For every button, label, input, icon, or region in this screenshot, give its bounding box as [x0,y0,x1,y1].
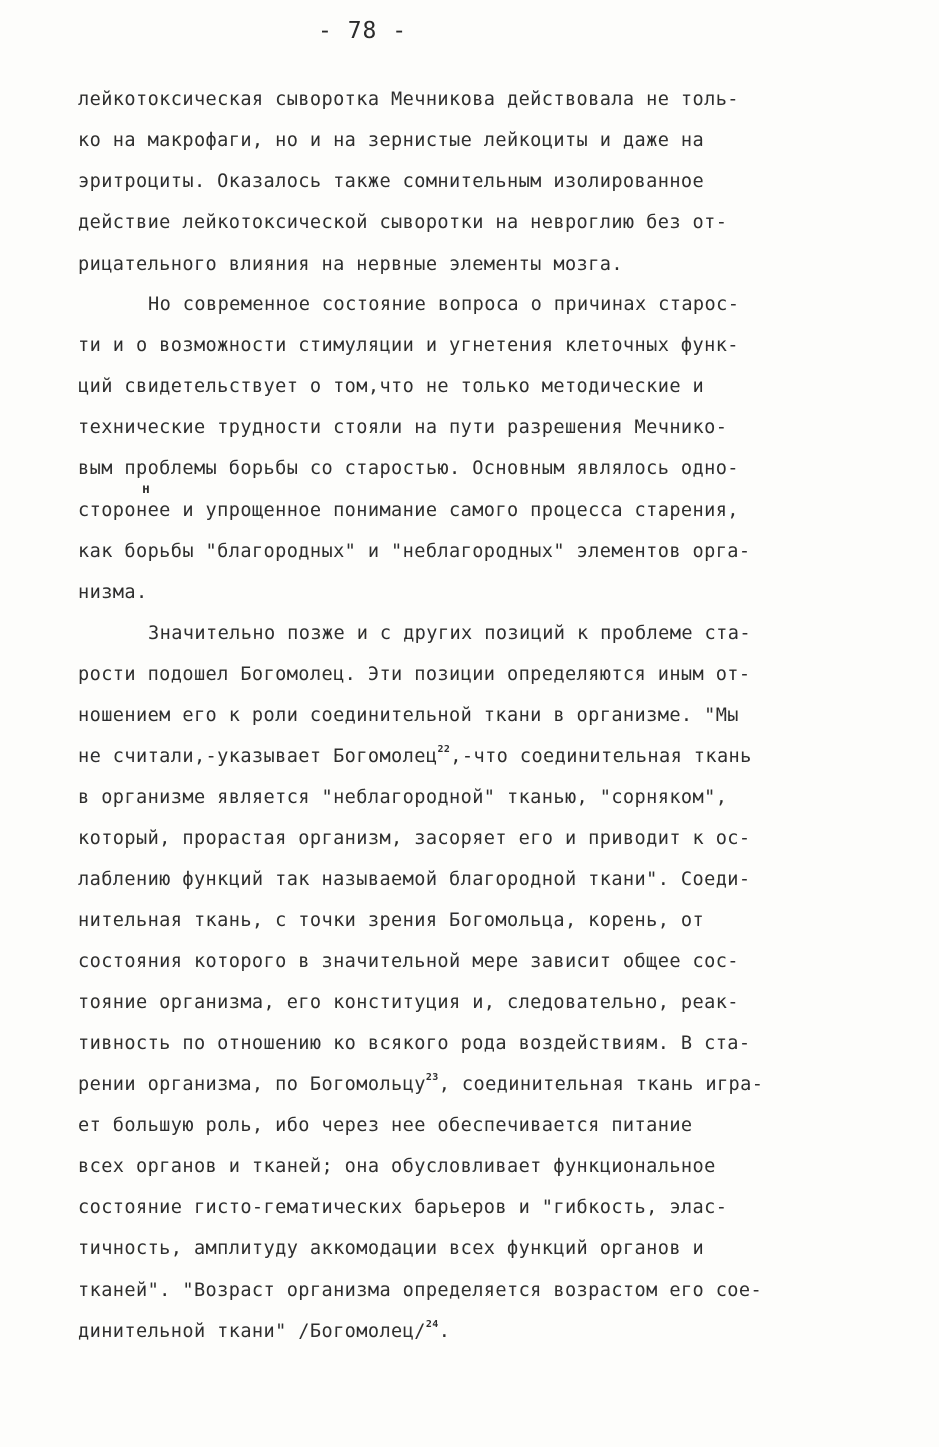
text-line [78,1320,450,1347]
text-line [78,745,752,772]
text-segment: динительной ткани" /Богомолец/ [78,1321,426,1342]
text-segment: . [438,1321,451,1342]
text-line: лаблению функций так называемой благородной ткани". Соеди- [78,869,751,890]
footnote-marker: 23 [425,1072,439,1083]
text-line: сторонее и упрощенное понимание самого процесса старения, [78,500,739,521]
text-segment: рении организма, по Богомольцу [78,1074,426,1095]
text-line: который, прорастая организм, засоряет его и приводит к ос- [78,828,751,849]
text-line: нительная ткань, с точки зрения Богомольца, корень, от [78,910,705,931]
paragraph-start-line: Но современное состояние вопроса о причинах старос- [148,294,740,315]
handwritten-correction: н [142,482,150,497]
text-line: ко на макрофаги, но и на зернистые лейкоциты и даже на [78,130,705,151]
text-line: технические трудности стояли на пути разрешения Мечнико- [78,417,728,438]
text-line: как борьбы "благородных" и "неблагородных" элементов орга- [78,541,751,562]
text-line: ций свидетельствует о том,что не только методические и [78,376,705,397]
text-line: лейкотоксическая сыворотка Мечникова действовала не толь- [78,89,739,110]
text-line: тивность по отношению ко всякого рода воздействиям. В ста- [78,1033,751,1054]
text-line: состояние гисто-гематических барьеров и "гибкость, элас- [78,1197,728,1218]
text-line: действие лейкотоксической сыворотки на невроглию без от- [78,212,728,233]
text-line: состояния которого в значительной мере зависит общее сос- [78,951,739,972]
text-line: тканей". "Возраст организма определяется возрастом его сое- [78,1280,763,1301]
text-line: в организме является "неблагородной" тканью, "сорняком", [78,787,728,808]
text-line: тояние организма, его конституция и, следовательно, реак- [78,992,739,1013]
text-line: тичность, амплитуду аккомодации всех функций органов и [78,1238,705,1259]
footnote-marker: 22 [437,744,451,755]
text-segment: ,-что соединительная ткань [450,746,752,767]
text-segment: не считали,-указывает Богомолец [78,746,438,767]
text-line: низма. [78,582,148,603]
paragraph-start-line: Значительно позже и с других позиций к проблеме ста- [148,623,751,644]
page-number: - 78 - [318,18,408,44]
text-line: эритроциты. Оказалось также сомнительным изолированное [78,171,705,192]
text-segment: , соединительная ткань игра- [438,1074,764,1095]
footnote-marker: 24 [425,1319,439,1330]
text-line: рицательного влияния на нервные элементы мозга. [78,254,623,275]
text-line: ношением его к роли соединительной ткани в организме. "Мы [78,705,739,726]
text-line [78,1073,763,1100]
text-line: ти и о возможности стимуляции и угнетения клеточных функ- [78,335,739,356]
text-line: вым проблемы борьбы со старостью. Основным являлось одно- [78,458,739,479]
text-line: ет большую роль, ибо через нее обеспечивается питание [78,1115,693,1136]
text-line: рости подошел Богомолец. Эти позиции определяются иным от- [78,664,751,685]
text-line: всех органов и тканей; она обусловливает функциональное [78,1156,716,1177]
